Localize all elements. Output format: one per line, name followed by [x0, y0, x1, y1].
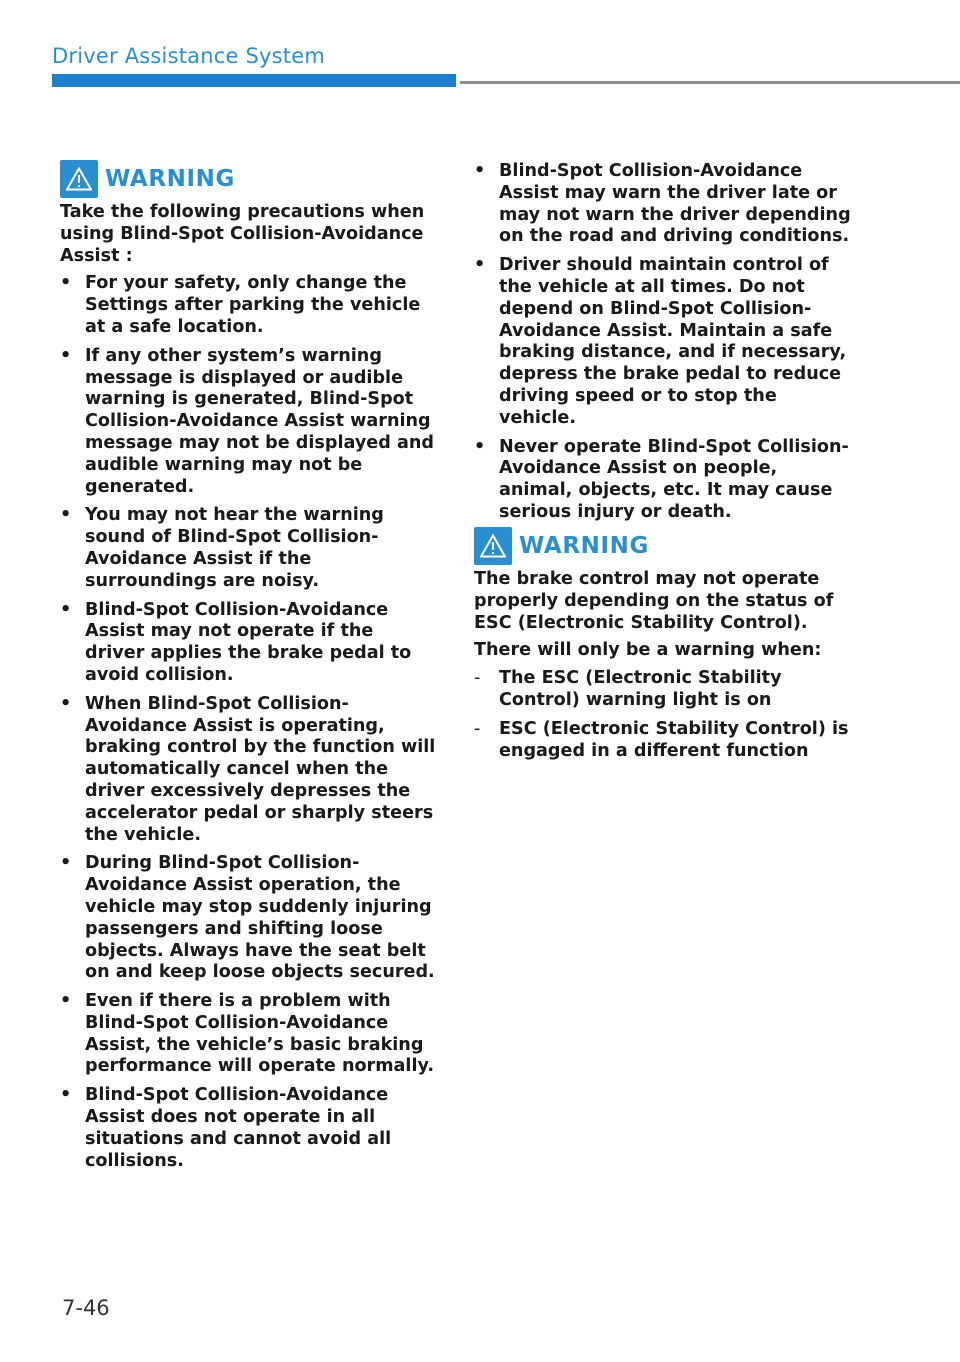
- warning-heading-left: [60, 160, 235, 198]
- list-item: • Even if there is a problem with Blind-Spot Collision-Avoidance Assist, the vehicle’s basic braking performance will operate normally.: [60, 991, 435, 1077]
- condition-list: [474, 668, 854, 762]
- warning-intro-2: There will only be a warning when:: [474, 640, 822, 661]
- list-item: - ESC (Electronic Stability Control) is engaged in a different function: [474, 718, 849, 761]
- precaution-list-continued: [474, 161, 854, 524]
- header-rule-thick: [52, 74, 456, 87]
- warning-triangle-icon: [474, 527, 512, 565]
- warning-intro: Take the following precautions when using Blind-Spot Collision-Avoidance Assist :: [60, 202, 425, 266]
- page-header-title: Driver Assistance System: [52, 44, 325, 68]
- list-item: • During Blind-Spot Collision-Avoidance Assist operation, the vehicle may stop suddenly injuring passengers and shifting loose objects. Always have the seat belt on and keep loose objects secured.: [60, 853, 435, 983]
- page-number: 7-46: [62, 1296, 110, 1320]
- list-item: • For your safety, only change the Settings after parking the vehicle at a safe location.: [60, 273, 421, 337]
- warning-intro: The brake control may not operate properly depending on the status of ESC (Electronic Stability Control).: [474, 569, 834, 633]
- precaution-list: [60, 273, 438, 1172]
- warning-triangle-icon: [60, 160, 98, 198]
- continued-bullets: [474, 161, 854, 531]
- list-item: • If any other system’s warning message is displayed or audible warning is generated, Blind-Spot Collision-Avoidance Assist warning message may not be displayed and audible warning may not be generated.: [60, 345, 434, 497]
- list-item: • Blind-Spot Collision-Avoidance Assist may warn the driver late or may not warn the driver depending on the road and driving conditions.: [474, 161, 851, 247]
- list-item: • Blind-Spot Collision-Avoidance Assist may not operate if the driver applies the brake pedal to avoid collision.: [60, 599, 412, 685]
- warning-body-right: [474, 569, 854, 769]
- list-item: • Driver should maintain control of the vehicle at all times. Do not depend on Blind-Spot Collision-Avoidance Assist. Maintain a safe braking distance, and if necessary, depress the brake pedal to reduce driving speed or to stop the vehicle.: [474, 255, 847, 428]
- list-item: • Never operate Blind-Spot Collision-Avoidance Assist on people, animal, objects, etc. It may cause serious injury or death.: [474, 436, 849, 522]
- warning-label: WARNING: [105, 166, 235, 192]
- list-item: • You may not hear the warning sound of Blind-Spot Collision-Avoidance Assist if the surroundings are noisy.: [60, 505, 384, 591]
- warning-body-left: [60, 202, 438, 1179]
- warning-heading-right: [474, 527, 649, 565]
- warning-label: WARNING: [519, 533, 649, 559]
- header-rule-thin: [460, 81, 960, 84]
- list-item: - The ESC (Electronic Stability Control) warning light is on: [474, 668, 782, 710]
- list-item: • Blind-Spot Collision-Avoidance Assist does not operate in all situations and cannot avoid all collisions.: [60, 1085, 392, 1171]
- list-item: • When Blind-Spot Collision-Avoidance Assist is operating, braking control by the function will automatically cancel when the driver excessively depresses the accelerator pedal or sharply steers the vehicle.: [60, 693, 436, 845]
